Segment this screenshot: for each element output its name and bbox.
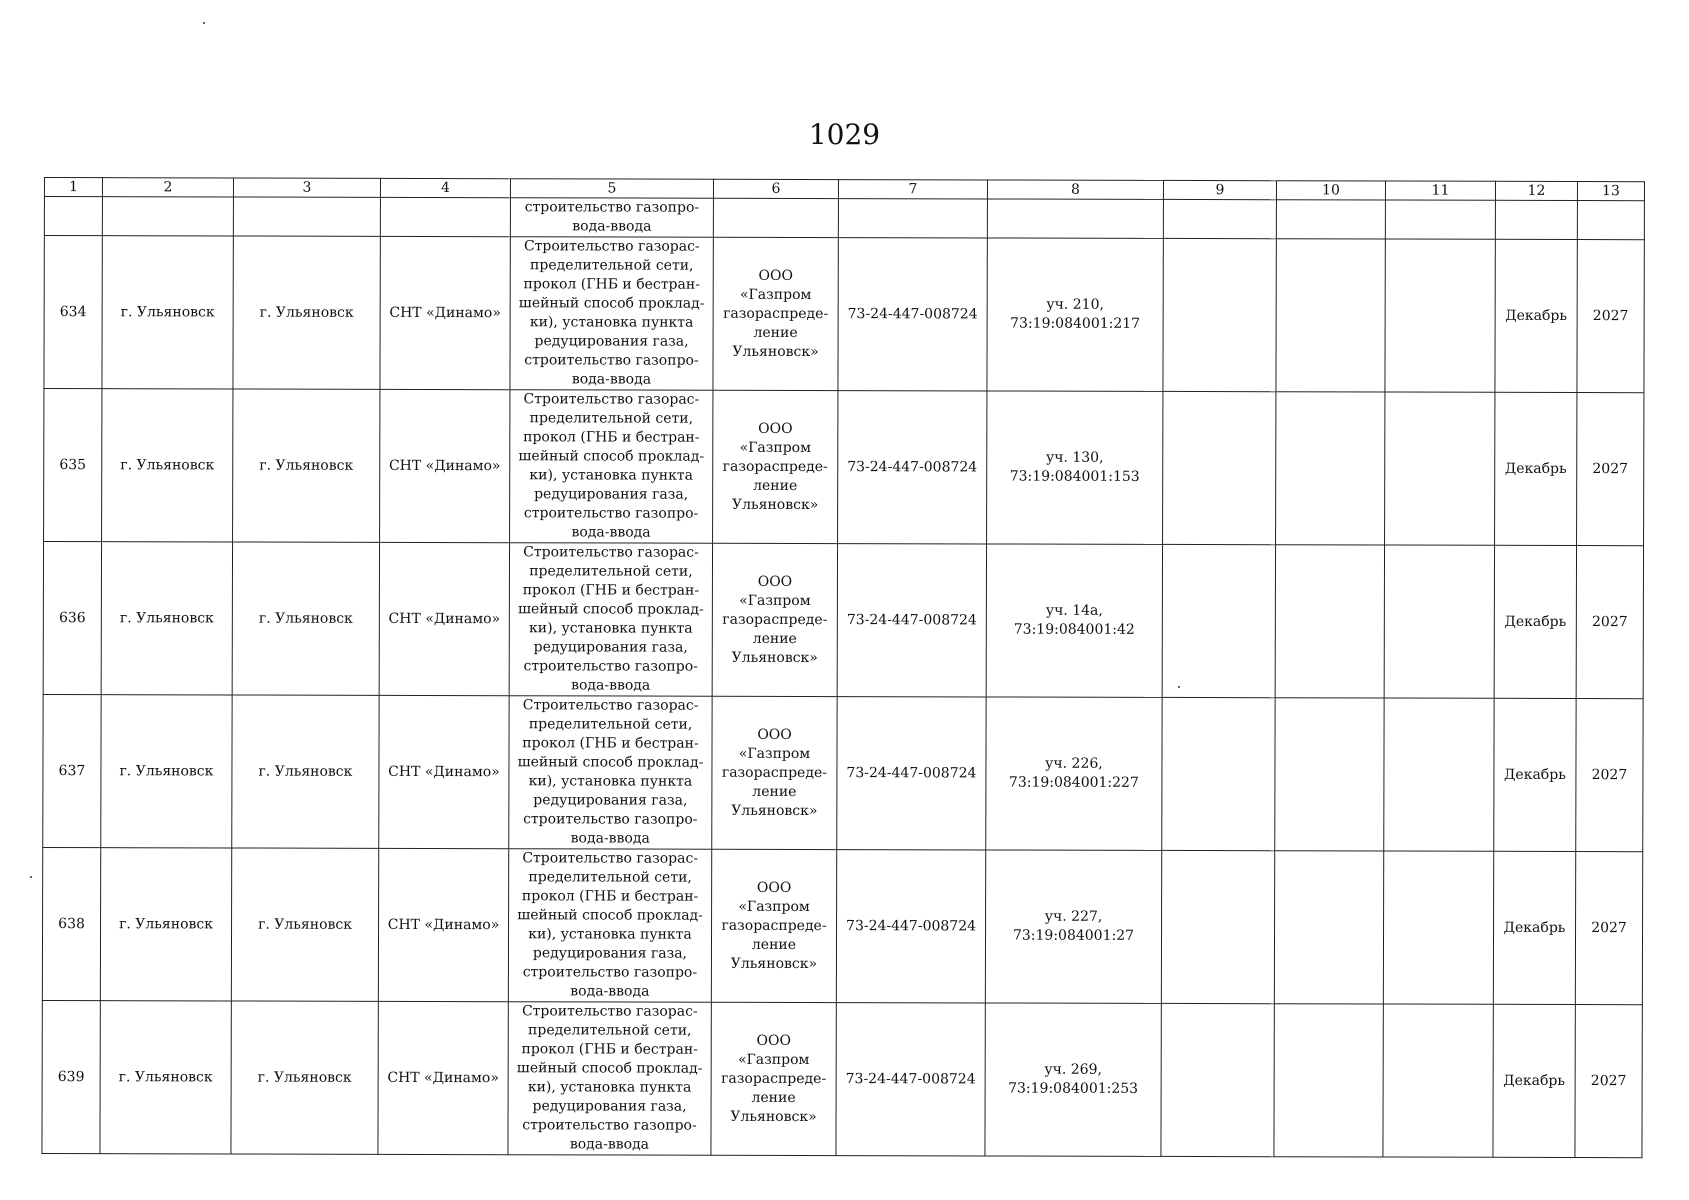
description-line: строительство газопро- bbox=[523, 658, 698, 675]
registry-code-cell: 73-24-447-008724 bbox=[838, 238, 987, 391]
land-plot-line: 73:19:084001:253 bbox=[1008, 1080, 1139, 1097]
description-line: редуцирования газа, bbox=[532, 1098, 687, 1115]
description-line: ки), установка пункта bbox=[529, 620, 693, 637]
description-line: прокол (ГНБ и бестран- bbox=[521, 888, 699, 905]
object-name-cell: СНТ «Динамо» bbox=[378, 848, 508, 1001]
column-number-header: 11 bbox=[1385, 181, 1495, 200]
empty-cell bbox=[380, 197, 510, 236]
work-description-cell bbox=[510, 390, 713, 544]
column-9-cell bbox=[1161, 850, 1274, 1003]
land-plot-cell-text bbox=[989, 907, 1158, 945]
empty-cell bbox=[1385, 200, 1495, 239]
row-number-cell: 634 bbox=[44, 236, 102, 389]
organization-line: «Газпром bbox=[739, 439, 812, 456]
registry-code-cell: 73-24-447-008724 bbox=[836, 1003, 985, 1156]
month-cell: Декабрь bbox=[1493, 851, 1575, 1004]
organization-line: ление bbox=[753, 477, 798, 494]
description-line: Строительство газорас- bbox=[523, 544, 699, 561]
description-line: прокол (ГНБ и бестран- bbox=[521, 1041, 698, 1058]
empty-cell bbox=[1495, 200, 1577, 239]
organization-line: Ульяновск» bbox=[731, 649, 818, 666]
organization-line: Ульяновск» bbox=[730, 955, 818, 972]
land-plot-cell-text bbox=[990, 601, 1159, 639]
empty-cell bbox=[713, 198, 838, 237]
district-cell: г. Ульяновск bbox=[101, 695, 232, 848]
object-name-cell: СНТ «Динамо» bbox=[379, 695, 509, 848]
work-description-cell-text bbox=[518, 543, 704, 695]
column-9-cell bbox=[1162, 697, 1275, 850]
organization-line: Ульяновск» bbox=[730, 1108, 817, 1125]
month-cell: Декабрь bbox=[1493, 1004, 1575, 1157]
locality-cell: г. Ульяновск bbox=[232, 542, 379, 695]
object-name-cell: СНТ «Динамо» bbox=[380, 236, 510, 389]
row-number-cell: 637 bbox=[43, 694, 101, 847]
land-plot-line: 73:19:084001:27 bbox=[1012, 927, 1135, 944]
column-9-cell bbox=[1161, 1003, 1274, 1156]
column-number-header: 13 bbox=[1577, 182, 1644, 201]
organization-cell bbox=[712, 696, 837, 849]
column-number-header: 12 bbox=[1495, 181, 1577, 200]
description-line: редуцирования газа, bbox=[534, 486, 689, 503]
organization-line: газораспреде- bbox=[721, 764, 828, 781]
empty-cell bbox=[44, 197, 102, 236]
description-line: вода-ввода bbox=[570, 983, 650, 1000]
organization-line: Ульяновск» bbox=[731, 802, 818, 819]
registry-code-cell: 73-24-447-008724 bbox=[837, 697, 986, 850]
description-line: шейный способ проклад- bbox=[517, 907, 703, 924]
month-cell: Декабрь bbox=[1495, 239, 1577, 392]
district-cell: г. Ульяновск bbox=[102, 236, 233, 389]
column-10-cell bbox=[1275, 545, 1384, 698]
table-row bbox=[43, 542, 1643, 699]
organization-line: ООО bbox=[757, 726, 792, 743]
organization-cell-text bbox=[715, 725, 833, 820]
empty-cell bbox=[102, 197, 233, 236]
land-plot-cell-text bbox=[990, 448, 1159, 486]
description-line: вода-ввода bbox=[569, 1136, 650, 1153]
description-line: ки), установка пункта bbox=[529, 467, 694, 484]
organization-line: ление bbox=[751, 936, 797, 953]
description-line: вода-ввода bbox=[570, 830, 650, 847]
organization-line: ление bbox=[751, 1089, 796, 1106]
description-line: вода-ввода bbox=[571, 371, 652, 388]
month-cell: Декабрь bbox=[1495, 392, 1577, 545]
locality-cell: г. Ульяновск bbox=[233, 389, 380, 542]
description-line: редуцирования газа, bbox=[532, 945, 688, 962]
table-row bbox=[44, 236, 1644, 393]
land-plot-cell bbox=[987, 238, 1163, 391]
registry-code-cell: 73-24-447-008724 bbox=[836, 850, 985, 1003]
land-plot-cell-text bbox=[989, 1060, 1158, 1098]
description-line: пределительной сети, bbox=[529, 410, 694, 427]
work-description-cell bbox=[510, 237, 713, 391]
row-number-cell: 638 bbox=[42, 847, 100, 1000]
month-cell: Декабрь bbox=[1494, 698, 1576, 851]
organization-cell bbox=[711, 849, 836, 1002]
registry-code-cell: 73-24-447-008724 bbox=[838, 391, 987, 544]
description-line: строительство газопро- bbox=[524, 199, 700, 216]
column-number-header: 10 bbox=[1276, 181, 1385, 200]
column-number-header: 8 bbox=[987, 180, 1163, 199]
land-plot-cell bbox=[986, 697, 1162, 850]
description-line: прокол (ГНБ и бестран- bbox=[522, 735, 699, 752]
description-line: шейный способ проклад- bbox=[518, 295, 705, 312]
page-number: 1029 bbox=[808, 118, 881, 151]
empty-cell bbox=[1163, 199, 1276, 238]
organization-line: «Газпром bbox=[738, 745, 811, 762]
year-cell: 2027 bbox=[1577, 393, 1644, 546]
column-10-cell bbox=[1276, 239, 1385, 392]
organization-line: газораспреде- bbox=[722, 611, 828, 628]
land-plot-line: 73:19:084001:227 bbox=[1008, 774, 1139, 791]
organization-line: «Газпром bbox=[738, 898, 810, 915]
column-number-header: 1 bbox=[44, 178, 102, 197]
column-number-header: 9 bbox=[1163, 180, 1276, 199]
column-number-header: 6 bbox=[713, 179, 838, 198]
organization-line: газораспреде- bbox=[722, 458, 828, 475]
description-line: пределительной сети, bbox=[528, 716, 693, 733]
empty-cell bbox=[838, 199, 987, 238]
description-line: строительство газопро- bbox=[523, 811, 698, 828]
empty-cell bbox=[987, 199, 1163, 238]
column-11-cell bbox=[1385, 392, 1495, 545]
row-number-cell: 639 bbox=[42, 1000, 100, 1153]
work-description-cell bbox=[508, 1002, 711, 1156]
scan-speck bbox=[203, 22, 205, 24]
land-plot-line: уч. 226, bbox=[1045, 755, 1103, 772]
description-line: Строительство газорас- bbox=[521, 1003, 698, 1020]
organization-line: газораспреде- bbox=[723, 305, 829, 322]
land-plot-line: уч. 14а, bbox=[1045, 602, 1103, 619]
organization-cell-text bbox=[715, 878, 833, 973]
column-number-header: 4 bbox=[380, 178, 510, 197]
description-line: прокол (ГНБ и бестран- bbox=[522, 582, 700, 599]
description-line: редуцирования газа, bbox=[534, 333, 689, 350]
year-cell: 2027 bbox=[1577, 240, 1644, 393]
object-name-cell: СНТ «Динамо» bbox=[378, 1001, 508, 1154]
description-line: строительство газопро- bbox=[523, 505, 699, 522]
district-cell: г. Ульяновск bbox=[102, 389, 233, 542]
description-line: строительство газопро- bbox=[522, 1117, 697, 1134]
locality-cell: г. Ульяновск bbox=[231, 848, 378, 1001]
organization-cell bbox=[713, 390, 838, 543]
organization-line: ООО bbox=[758, 267, 793, 284]
column-10-cell bbox=[1274, 851, 1383, 1004]
column-10-cell bbox=[1275, 698, 1384, 851]
work-description-cell-text bbox=[517, 849, 703, 1001]
organization-cell bbox=[713, 237, 838, 390]
land-plot-line: уч. 269, bbox=[1044, 1061, 1102, 1078]
district-cell: г. Ульяновск bbox=[101, 542, 232, 695]
land-plot-cell bbox=[985, 1003, 1161, 1156]
work-description-cell bbox=[509, 543, 712, 697]
description-line: шейный способ проклад- bbox=[516, 1060, 703, 1077]
organization-line: Ульяновск» bbox=[732, 343, 819, 360]
description-line: Строительство газорас- bbox=[522, 697, 699, 714]
organization-cell-text bbox=[717, 266, 835, 361]
organization-line: ООО bbox=[756, 879, 792, 896]
description-line: вода-ввода bbox=[571, 524, 651, 541]
column-11-cell bbox=[1384, 698, 1494, 851]
description-line: пределительной сети, bbox=[530, 257, 694, 274]
land-plot-line: 73:19:084001:42 bbox=[1013, 621, 1135, 638]
row-number-cell: 636 bbox=[43, 542, 101, 695]
column-number-header: 5 bbox=[510, 179, 713, 199]
year-cell: 2027 bbox=[1576, 699, 1643, 852]
organization-line: «Газпром bbox=[739, 592, 811, 609]
column-9-cell bbox=[1163, 391, 1276, 544]
land-plot-cell bbox=[987, 391, 1163, 544]
description-line: прокол (ГНБ и бестран- bbox=[523, 429, 700, 446]
locality-cell: г. Ульяновск bbox=[233, 236, 380, 389]
column-11-cell bbox=[1383, 851, 1493, 1004]
description-line: ки), установка пункта bbox=[528, 773, 693, 790]
organization-line: Ульяновск» bbox=[731, 496, 819, 513]
description-line: Строительство газорас- bbox=[522, 850, 699, 867]
description-line: строительство газопро- bbox=[522, 964, 698, 981]
locality-cell: г. Ульяновск bbox=[232, 695, 379, 848]
table-row bbox=[43, 694, 1643, 851]
registry-code-cell: 73-24-447-008724 bbox=[837, 544, 986, 697]
land-plot-line: 73:19:084001:217 bbox=[1010, 315, 1141, 332]
work-description-cell-text bbox=[518, 390, 704, 542]
object-name-cell: СНТ «Динамо» bbox=[379, 542, 509, 695]
description-line: ки), установка пункта bbox=[528, 926, 692, 943]
description-line: ки), установка пункта bbox=[529, 314, 694, 331]
month-cell: Декабрь bbox=[1494, 545, 1576, 698]
column-11-cell bbox=[1384, 545, 1494, 698]
organization-line: ление bbox=[753, 324, 798, 341]
description-line: вода-ввода bbox=[571, 677, 651, 694]
column-9-cell bbox=[1162, 544, 1275, 697]
organization-cell-text bbox=[716, 419, 834, 514]
column-11-cell bbox=[1385, 239, 1495, 392]
scan-speck bbox=[30, 876, 32, 878]
description-line: редуцирования газа, bbox=[533, 639, 688, 656]
description-line: ки), установка пункта bbox=[527, 1079, 692, 1096]
column-9-cell bbox=[1163, 238, 1276, 391]
land-plot-cell bbox=[985, 850, 1161, 1003]
organization-line: ление bbox=[752, 630, 797, 647]
work-description-cell-text bbox=[517, 1002, 703, 1154]
column-10-cell bbox=[1274, 1004, 1383, 1157]
empty-cell bbox=[1577, 201, 1644, 240]
continuation-row bbox=[44, 197, 1644, 240]
description-line: шейный способ проклад- bbox=[518, 448, 705, 465]
continued-description-cell bbox=[510, 198, 713, 238]
organization-line: ООО bbox=[756, 1032, 791, 1049]
year-cell: 2027 bbox=[1575, 852, 1642, 1005]
column-number-header: 7 bbox=[838, 180, 987, 199]
work-description-cell-text bbox=[519, 237, 705, 389]
year-cell: 2027 bbox=[1576, 546, 1643, 699]
organization-line: «Газпром bbox=[739, 286, 812, 303]
object-name-cell: СНТ «Динамо» bbox=[380, 389, 510, 542]
land-plot-cell-text bbox=[991, 295, 1160, 333]
table-row bbox=[42, 847, 1642, 1004]
work-description-cell-text bbox=[517, 696, 703, 848]
column-number-header: 2 bbox=[102, 178, 233, 197]
organization-line: ООО bbox=[758, 420, 793, 437]
table-row bbox=[44, 389, 1644, 546]
land-plot-line: уч. 227, bbox=[1044, 908, 1103, 925]
organization-cell bbox=[711, 1002, 836, 1155]
district-cell: г. Ульяновск bbox=[100, 1001, 231, 1154]
row-number-cell: 635 bbox=[44, 389, 102, 542]
land-plot-cell bbox=[986, 544, 1162, 697]
column-10-cell bbox=[1276, 392, 1385, 545]
continued-description-text bbox=[525, 198, 700, 236]
column-number-header: 3 bbox=[233, 178, 380, 197]
description-line: пределительной сети, bbox=[529, 563, 693, 580]
description-line: прокол (ГНБ и бестран- bbox=[523, 276, 700, 293]
description-line: строительство газопро- bbox=[524, 352, 699, 369]
organization-line: газораспреде- bbox=[721, 917, 827, 934]
description-line: шейный способ проклад- bbox=[517, 601, 704, 618]
table-row bbox=[42, 1000, 1642, 1157]
district-cell: г. Ульяновск bbox=[100, 848, 231, 1001]
description-line: вода-ввода bbox=[572, 218, 652, 235]
description-line: пределительной сети, bbox=[528, 869, 692, 886]
year-cell: 2027 bbox=[1575, 1005, 1642, 1158]
description-line: шейный способ проклад- bbox=[517, 754, 704, 771]
land-plot-line: уч. 130, bbox=[1045, 449, 1104, 466]
description-line: пределительной сети, bbox=[528, 1022, 692, 1039]
column-11-cell bbox=[1383, 1004, 1493, 1157]
organization-line: «Газпром bbox=[737, 1051, 810, 1068]
description-line: Строительство газорас- bbox=[523, 238, 700, 255]
organization-line: газораспреде- bbox=[721, 1070, 827, 1087]
organization-cell bbox=[712, 543, 837, 696]
empty-cell bbox=[233, 197, 380, 236]
organization-cell-text bbox=[715, 1031, 833, 1126]
organization-line: ление bbox=[752, 783, 797, 800]
locality-cell: г. Ульяновск bbox=[231, 1001, 378, 1154]
description-line: редуцирования газа, bbox=[533, 792, 688, 809]
description-line: Строительство газорас- bbox=[523, 391, 700, 408]
work-description-cell bbox=[509, 696, 712, 850]
organization-line: ООО bbox=[757, 573, 793, 590]
land-plot-line: 73:19:084001:153 bbox=[1009, 468, 1140, 485]
register-table bbox=[41, 177, 1645, 1158]
land-plot-line: уч. 210, bbox=[1046, 296, 1104, 313]
work-description-cell bbox=[508, 849, 711, 1003]
land-plot-cell-text bbox=[989, 754, 1158, 792]
organization-cell-text bbox=[716, 572, 834, 667]
empty-cell bbox=[1276, 200, 1385, 239]
